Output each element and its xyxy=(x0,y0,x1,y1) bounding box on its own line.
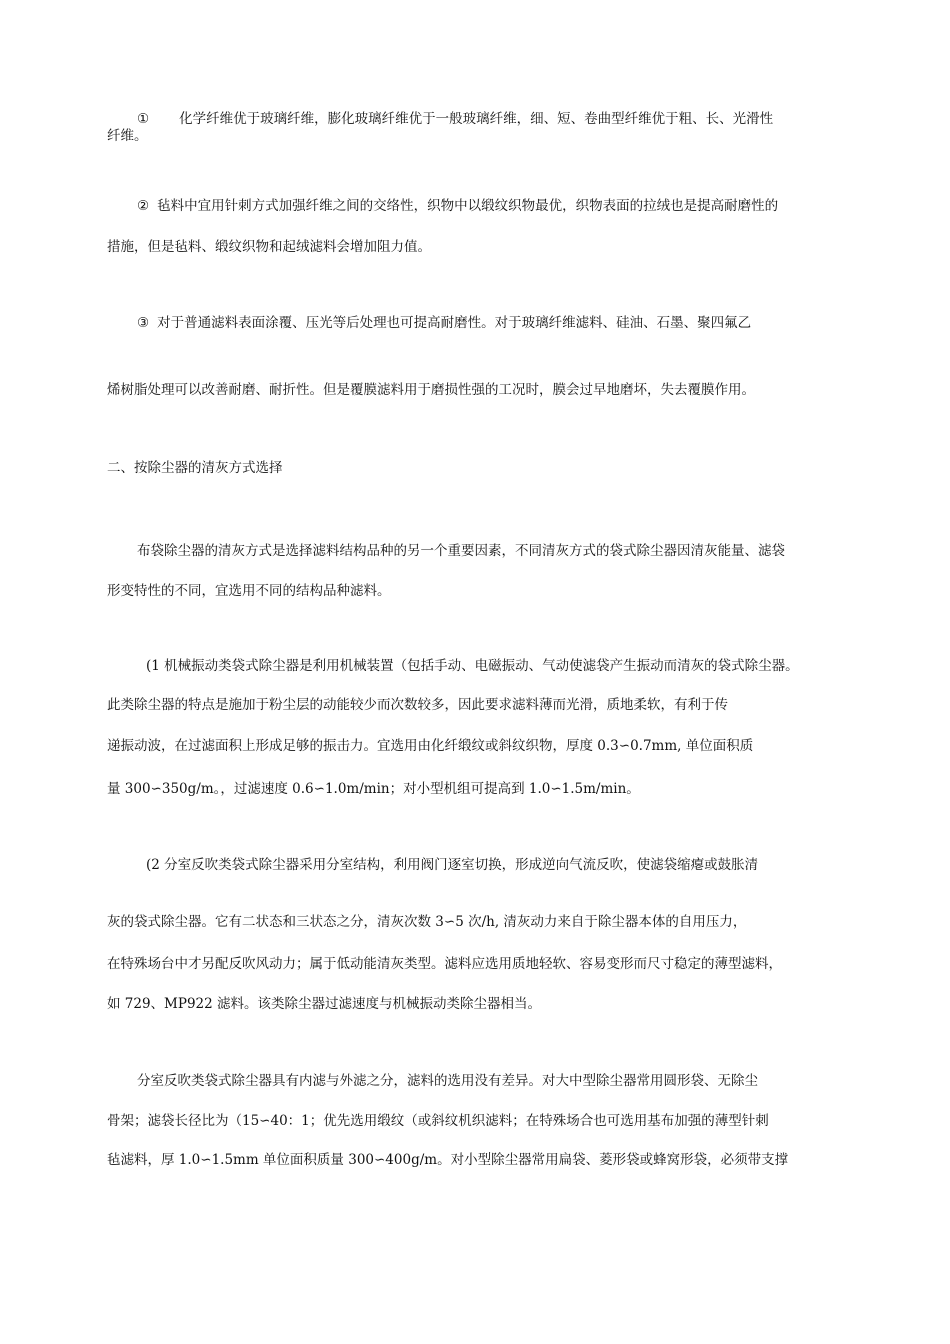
section-heading: 二、按除尘器的清灰方式选择 xyxy=(107,460,283,476)
paragraph-line: (1 机械振动类袋式除尘器是利用机械装置（包括手动、电磁振动、气动使滤袋产生振动而清灰的袋式除尘器。 xyxy=(146,658,799,674)
list-item-1 xyxy=(137,110,773,128)
paragraph-line: 措施，但是毡料、缎纹织物和起绒滤料会增加阻力值。 xyxy=(107,239,431,255)
list-marker-2: ② xyxy=(137,198,150,214)
paragraph-line: 量 300∽350g/m。，过滤速度 0.6∽1.0m/min；对小型机组可提高到 1.0∽1.5m/min。 xyxy=(107,781,640,797)
paragraph-line: 此类除尘器的特点是施加于粉尘层的动能较少而次数较多，因此要求滤料薄而光滑，质地柔软，有利于传 xyxy=(107,697,728,713)
paragraph-line: 骨架；滤袋长径比为（15∽40：1；优先选用缎纹（或斜纹机织滤料；在特殊场合也可选用基布加强的薄型针刺 xyxy=(107,1113,769,1129)
paragraph-line: 递振动波，在过滤面积上形成足够的振击力。宜选用由化纤缎纹或斜纹织物，厚度 0.3∽0.7mm, 单位面积质 xyxy=(107,738,754,754)
paragraph-text: 对于普通滤料表面涂覆、压光等后处理也可提高耐磨性。对于玻璃纤维滤料、硅油、石墨、聚四氟乙 xyxy=(157,315,752,331)
paragraph-line: 布袋除尘器的清灰方式是选择滤料结构品种的另一个重要因素，不同清灰方式的袋式除尘器因清灰能量、滤袋 xyxy=(137,543,785,559)
paragraph-line: 纤维。 xyxy=(107,128,148,144)
paragraph-line: 毡滤料，厚 1.0∽1.5mm 单位面积质量 300∽400g/m。对小型除尘器常用扁袋、菱形袋或蜂窝形袋，必须带支撑 xyxy=(107,1152,789,1168)
paragraph-text: 毡料中宜用针刺方式加强纤维之间的交络性，织物中以缎纹织物最优，织物表面的拉绒也是提高耐磨性的 xyxy=(157,198,779,214)
list-marker-3: ③ xyxy=(137,315,150,331)
list-item-2 xyxy=(137,197,778,215)
paragraph-text: 化学纤维优于玻璃纤维，膨化玻璃纤维优于一般玻璃纤维，细、短、卷曲型纤维优于粗、长、光滑性 xyxy=(179,111,774,127)
list-item-3 xyxy=(137,314,751,332)
paragraph-line: 形变特性的不同，宜选用不同的结构品种滤料。 xyxy=(107,583,391,599)
paragraph-line: 烯树脂处理可以改善耐磨、耐折性。但是覆膜滤料用于磨损性强的工况时，膜会过早地磨坏，失去覆膜作用。 xyxy=(107,382,755,398)
list-marker-1: ① xyxy=(137,111,150,127)
paragraph-line: 灰的袋式除尘器。它有二状态和三状态之分，清灰次数 3∽5 次/h, 清灰动力来自于除尘器本体的自用压力， xyxy=(107,914,747,930)
paragraph-line: 在特殊场台中才另配反吹风动力；属于低动能清灰类型。滤料应选用质地轻软、容易变形而尺寸稳定的薄型滤料， xyxy=(107,956,782,972)
paragraph-line: 如 729、MP922 滤料。该类除尘器过滤速度与机械振动类除尘器相当。 xyxy=(107,996,542,1012)
paragraph-line: 分室反吹类袋式除尘器具有内滤与外滤之分，滤料的选用没有差异。对大中型除尘器常用圆形袋、无除尘 xyxy=(137,1073,758,1089)
paragraph-line: (2 分室反吹类袋式除尘器采用分室结构，利用阀门逐室切换，形成逆向气流反吹，使滤袋缩瘪或鼓胀清 xyxy=(146,857,759,873)
